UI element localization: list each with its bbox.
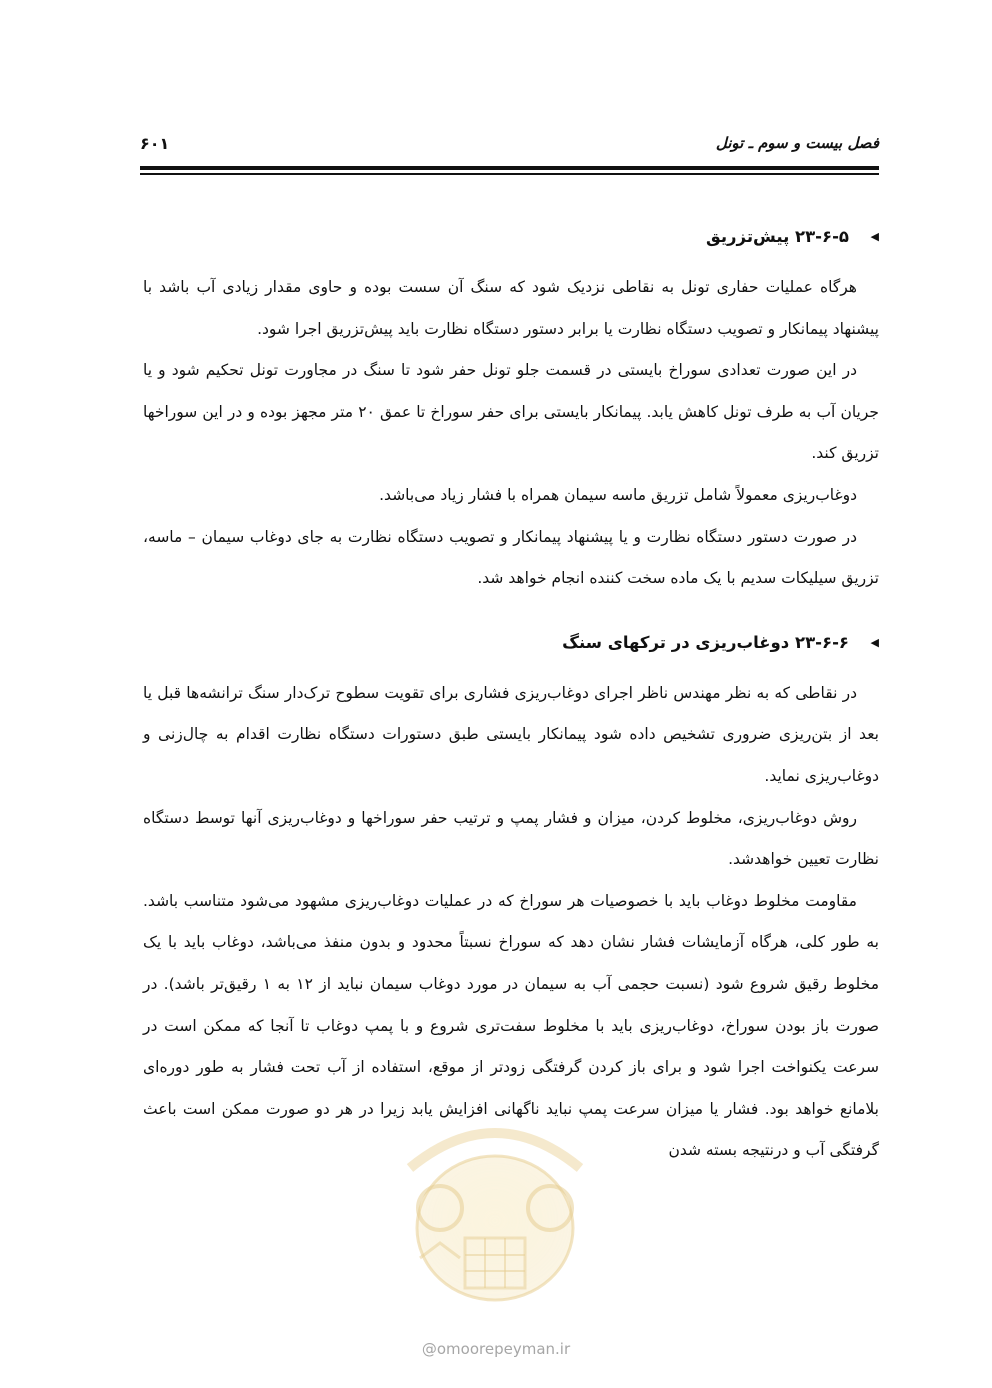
paragraph: دوغاب‌ریزی معمولاً شامل تزریق ماسه سیمان همراه با فشار زیاد می‌باشد. [379, 485, 857, 504]
body-text [143, 216, 879, 1172]
footer-website [0, 1340, 992, 1358]
running-header [140, 126, 879, 160]
page-number: ۶۰۱ [140, 133, 170, 153]
at-sign-icon: @ [421, 1340, 437, 1358]
paragraph: در صورت دستور دستگاه نظارت و یا پیشنهاد پیمانکار و تصویب دستگاه نظارت به جای دوغاب سیمان – ماسه، تزریق سیلیکات سدیم با یک ماده سخت کننده انجام خواهد شد. [143, 527, 879, 588]
paragraph: هرگاه عملیات حفاری تونل به نقاطی نزدیک شود که سنگ آن سست بوده و حاوی مقدار زیادی آب باشد با پیشنهاد پیمانکار و تصویب دستگاه نظارت یا برابر دستور دستگاه نظارت باید پیش‌تزریق اجرا شود. [143, 278, 879, 338]
watermark-seal-icon [380, 1108, 610, 1318]
header-rule-thin [140, 173, 879, 175]
section-heading-text: ۲۳-۶-۵ پیش‌تزریق [705, 227, 849, 246]
section-heading [143, 622, 879, 664]
paragraph: مقاومت مخلوط دوغاب باید با خصوصیات هر سوراخ که در عملیات دوغاب‌ریزی مشهود می‌شود متناسب باشد. به طور کلی، هرگاه آزمایشات فشار نشان دهد که سوراخ نسبتاً محدود و بدون منفذ می‌باشد، دوغاب باید با یک مخلوط رقیق شروع شود (نسبت حجمی آب به سیمان در مورد دوغاب سیمان نباید از ۱۲ به ۱ رقیق‌تر باشد). در صورت باز بودن سوراخ، دوغاب‌ریزی باید با مخلوط سفت‌تری شروع و با پمپ دوغاب تا آنجا که ممکن است در سرعت یکنواخت اجرا شود و برای باز کردن گرفتگی زودتر از موقع، استفاده از آب تحت فشار به طور دوره‌ای بلامانع خواهد بود. فشار یا میزان سرعت پمپ نباید ناگهانی افزایش یابد زیرا در هر دو صورت ممکن است باعث گرفتگی آب و درنتیجه بسته شدن [143, 891, 879, 1160]
triangle-bullet-icon: ◀ [870, 635, 879, 649]
paragraph: روش دوغاب‌ریزی، مخلوط کردن، میزان و فشار پمپ و ترتیب حفر سوراخها و دوغاب‌ریزی آنها توسط دستگاه نظارت تعیین خواهدشد. [143, 808, 879, 869]
paragraph: در این صورت تعدادی سوراخ بایستی در قسمت جلو تونل حفر شود تا سنگ در مجاورت تونل تحکیم شود و یا جریان آب به طرف تونل کاهش یابد. پیمانکار بایستی برای حفر سوراخ تا عمق ۲۰ متر مجهز بوده و در این سوراخها تزریق کند. [143, 361, 880, 463]
section-heading-text: ۲۳-۶-۶ دوغاب‌ریزی در ترکهای سنگ [562, 632, 849, 652]
website-text: omoorepeyman.ir [436, 1340, 571, 1358]
paragraph: در نقاطی که به نظر مهندس ناظر اجرای دوغاب‌ریزی فشاری برای تقویت سطوح ترک‌دار سنگ ترانشه‌ها قبل یا بعد از بتن‌ریزی ضروری تشخیص داده شود پیمانکار بایستی طبق دستورات دستگاه نظارت اقدام به چال‌زنی و دوغاب‌ریزی نماید. [143, 683, 879, 785]
header-rule-thick [140, 166, 879, 170]
chapter-title: فصل بیست و سوم ـ تونل [715, 134, 879, 152]
triangle-bullet-icon: ◀ [870, 230, 879, 243]
section-heading [143, 216, 879, 258]
